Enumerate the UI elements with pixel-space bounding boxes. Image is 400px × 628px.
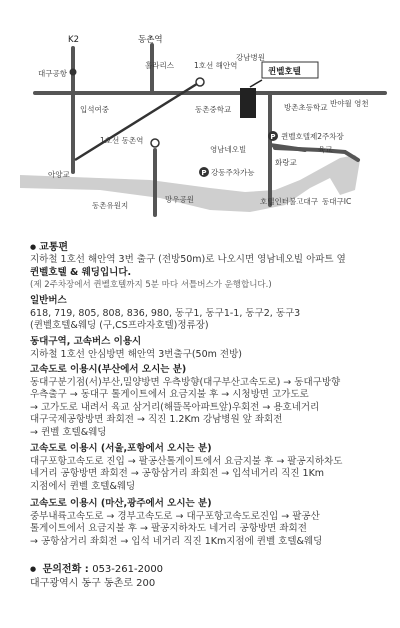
- label-line1-haean: 1호선 해안역: [194, 61, 238, 70]
- label-yeongnam-newvil: 영남네오빌: [210, 145, 247, 154]
- label-k2: K2: [68, 35, 79, 45]
- k2-marker: [70, 69, 77, 76]
- label-parking2: 퀸벨호텔제2주차장: [281, 132, 344, 141]
- label-gangnam-hospital: 강남병원: [236, 53, 265, 62]
- label-yukgyo: 육교: [318, 145, 333, 154]
- highway-seoul-2: 네거리 공항방면 좌회전 → 공항삼거리 좌회전 → 입석네거리 직진 1Km: [30, 468, 325, 479]
- label-banyawol: 반야월 영천: [330, 99, 369, 108]
- label-dongchon-middle: 동촌중학교: [195, 105, 232, 114]
- subway-station-dongchon: [151, 139, 159, 147]
- highway-busan-1: 동대구분기점(서)부산,밀양방면 우측방향(대구부산고속도로) → 동대구방향: [30, 376, 341, 388]
- transport-heading: ● 교통편: [30, 238, 68, 253]
- highway-busan-block: [30, 364, 340, 439]
- highway-masan-title: 고속도로 이용시 (마산,광주에서 오시는 분): [30, 498, 212, 509]
- highway-seoul-block: [30, 443, 342, 493]
- contact-phone[interactable]: 053-261-2000: [92, 564, 164, 575]
- subway-block: [30, 254, 346, 292]
- express-block: [30, 336, 242, 361]
- highway-busan-5: → 퀸벨 호텔&웨딩: [30, 426, 107, 438]
- highway-masan-3: → 공항삼거리 좌회전 → 입석 네거리 직진 1Km지점에 퀸벨 호텔&웨딩: [30, 535, 323, 547]
- svg-text:P: P: [201, 169, 207, 177]
- kumbel-hotel-building: [240, 88, 256, 118]
- label-daegu-airport: 대구공항: [38, 69, 67, 78]
- highway-masan-2: 톨게이트에서 요금지불 후 → 팔공지하차도 네거리 공항방면 좌회전: [30, 523, 307, 534]
- subway-note: (제 2주차장에서 퀸벨호텔까지 5분 마다 셔틀버스가 운행합니다.): [30, 280, 272, 290]
- bus-block: [30, 295, 300, 333]
- express-title: 동대구역, 고속버스 이용시: [30, 336, 142, 347]
- highway-seoul-1: 대구포항고속도로 진입 → 팔공산톨게이트에서 요금지불 후 → 팔공지하차도: [30, 455, 343, 467]
- contact-label: 문의전화 :: [42, 564, 89, 575]
- label-ayang: 아양교: [48, 170, 70, 179]
- highway-busan-3: → 고가도로 내려서 육교 삼거리(해뜰목아파트앞)우회전 → 용호네거리: [30, 401, 320, 413]
- subway-station-haean: [196, 78, 204, 86]
- location-map: [0, 0, 400, 232]
- label-dongchon-park: 동촌유원지: [92, 201, 129, 210]
- bus-line-2: (퀸벨호텔&웨딩 (구,CS프라자호텔)정류장): [30, 320, 209, 331]
- label-ipseok-middle: 입석여중: [80, 105, 109, 114]
- highway-busan-4: 대구국제공항방면 좌회전 → 직진 1.2Km 강남병원 앞 좌회전: [30, 414, 283, 425]
- highway-seoul-title: 고속도로 이용시 (서울,포항에서 오시는 분): [30, 443, 212, 454]
- label-east-ic: 동대구IC: [322, 197, 352, 206]
- bus-title: 일반버스: [30, 295, 67, 306]
- label-mangwoo-park: 망우공원: [165, 195, 194, 204]
- svg-text:P: P: [270, 133, 276, 141]
- subway-line-1: 지하철 1호선 해안역 3번 출구 (전방50m)로 나오시면 영남네오빌 아파트 옆: [30, 254, 346, 265]
- label-hollaris: 홀라리스: [145, 61, 174, 70]
- label-hwarang: 화랑교: [275, 158, 297, 167]
- highway-masan-block: [30, 498, 322, 548]
- label-kumbel-hotel: 퀸벨호텔: [268, 67, 301, 77]
- hotel-pointer-arrow: [250, 80, 262, 87]
- label-hotel-interbulgo: 호텔인터불고대구: [260, 197, 318, 206]
- express-line: 지하철 1호선 안심방면 해안역 3번출구(50m 전방): [30, 348, 242, 360]
- label-gangdong-parking: 강동주차가능: [211, 168, 255, 177]
- highway-masan-1: 중부내륙고속도로 → 경부고속도로 → 대구포항고속도로진입 → 팔공산: [30, 510, 320, 522]
- highway-seoul-3: 지점에서 퀸벨 호텔&웨딩: [30, 480, 136, 492]
- contact-address: 대구광역시 동구 동촌로 200: [30, 578, 156, 589]
- highway-busan-2: 우측출구 → 동대구 톨게이트에서 요금지불 후 → 시청방면 고가도로: [30, 389, 309, 400]
- subway-line-2: 퀸벨호텔 & 웨딩입니다.: [30, 266, 132, 278]
- bus-line-1: 618, 719, 805, 808, 836, 980, 동구1, 동구1-1, 동구2, 동구3: [30, 307, 301, 319]
- label-dongchon-station: 동촌역: [138, 35, 163, 45]
- label-bangchon-elem: 방촌초등학교: [284, 103, 328, 112]
- contact-row: [30, 560, 163, 575]
- highway-busan-title: 고속도로 이용시(부산에서 오시는 분): [30, 364, 187, 375]
- label-line1-dongchon: 1호선 동촌역: [100, 136, 144, 145]
